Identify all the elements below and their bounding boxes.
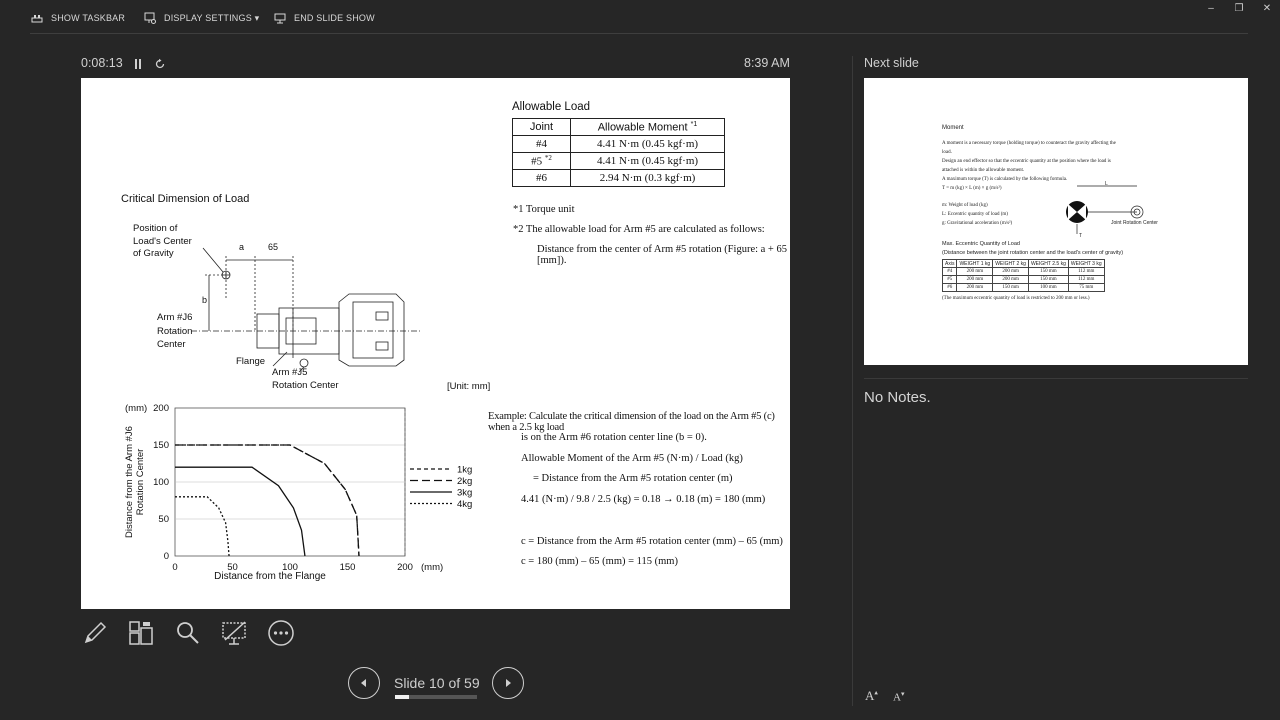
table-row	[513, 153, 725, 170]
increase-font-label: A	[865, 688, 875, 703]
moment-cell: 2.94 N·m (0.3 kgf·m)	[571, 170, 725, 187]
zoom-button[interactable]	[173, 618, 203, 648]
next-td: #6	[943, 284, 957, 292]
next-td: 112 mm	[1068, 276, 1104, 284]
y-tick-label: 200	[153, 403, 169, 414]
load-center-label	[133, 223, 192, 261]
next-th: WEIGHT 2.5 kg	[1028, 260, 1068, 268]
pause-timer-button[interactable]	[133, 57, 143, 75]
y-unit-label: (mm)	[125, 403, 148, 414]
y-tick-label: 0	[163, 551, 169, 562]
series-line-4kg	[175, 497, 229, 556]
arm-j6-line-2: Rotation	[157, 325, 193, 337]
next-td: 200 mm	[957, 276, 993, 284]
example-line-2: is on the Arm #6 rotation center line (b = 0).	[521, 432, 707, 443]
critical-dimension-title: Critical Dimension of Load	[121, 193, 250, 205]
ellipsis-icon	[267, 619, 295, 647]
x-tick-label: 50	[227, 562, 238, 573]
legend-label-2kg: 2kg	[457, 476, 473, 487]
next-td: 200 mm	[993, 268, 1029, 276]
next-td: 200 mm	[957, 284, 993, 292]
series-line-1kg	[175, 445, 359, 556]
next-table-subtitle: (Distance between the joint rotation center and the load's center of gravity)	[942, 250, 1124, 256]
display-settings-button[interactable]	[144, 10, 259, 26]
next-th: Axis	[943, 260, 957, 268]
y-tick-label: 150	[153, 440, 169, 451]
y-axis-title-line-2: Rotation Center	[135, 448, 146, 516]
table-row	[513, 136, 725, 153]
legend-label-1kg: 1kg	[457, 464, 473, 476]
elapsed-timer: 0:08:13	[81, 56, 123, 70]
x-tick-label: 150	[339, 562, 356, 573]
load-center-line-3: of Gravity	[133, 248, 174, 259]
joint-cell: #4	[513, 136, 571, 153]
next-td: 150 mm	[1028, 268, 1068, 276]
more-options-button[interactable]	[266, 618, 296, 648]
next-td: #4	[943, 268, 957, 276]
close-button[interactable]: ✕	[1262, 3, 1272, 14]
robot-arm-diagram	[191, 238, 431, 378]
x-axis-title: Distance from the Flange	[214, 571, 326, 582]
arm-j6-line-1: Arm #J6	[157, 312, 193, 323]
next-p2: Design an end effector so that the eccentric quantity at the position where the load is	[942, 159, 1111, 164]
footnote-1: *1 Torque unit	[513, 204, 575, 215]
moment-diagram	[1059, 178, 1169, 238]
next-table	[942, 259, 1105, 292]
dim-a-label: a	[239, 242, 245, 252]
unit-label: [Unit: mm]	[447, 381, 491, 392]
presenter-toolbar	[0, 0, 1280, 34]
pane-divider[interactable]	[852, 56, 853, 706]
next-th: WEIGHT 1 kg	[957, 260, 993, 268]
screen-toggle-icon	[220, 619, 248, 647]
flange-label: Flange	[236, 356, 266, 367]
moment-cell: 4.41 N·m (0.45 kgf·m)	[571, 136, 725, 153]
moment-cell: 4.41 N·m (0.45 kgf·m)	[571, 153, 725, 170]
speaker-notes[interactable]: No Notes.	[864, 389, 931, 406]
header-joint: Joint	[513, 119, 571, 136]
slide-progress-fill	[395, 695, 409, 699]
series-line-2kg	[175, 445, 359, 556]
previous-icon	[358, 677, 370, 689]
example-line-6: c = Distance from the Arm #5 rotation center (mm) – 65 (mm)	[521, 536, 783, 547]
taskbar-icon	[31, 12, 43, 24]
current-slide[interactable]	[81, 78, 790, 609]
decrease-font-marker: ▾	[900, 690, 905, 698]
next-td: 200 mm	[993, 276, 1029, 284]
decrease-font-label: A	[893, 691, 901, 704]
previous-slide-button[interactable]	[348, 667, 380, 699]
next-p2b: attached is within the allowable moment.	[942, 168, 1025, 173]
next-td: 200 mm	[957, 268, 993, 276]
table-row	[513, 170, 725, 187]
magnifier-icon	[174, 619, 202, 647]
increase-font-marker: ▴	[874, 688, 878, 697]
next-th: WEIGHT 2 kg	[993, 260, 1029, 268]
restore-button[interactable]: ❐	[1234, 3, 1244, 14]
pause-icon	[133, 58, 143, 70]
example-line-3: Allowable Moment of the Arm #5 (N·m) / Load (kg)	[521, 453, 743, 464]
example-line-1: Example: Calculate the critical dimension of the load on the Arm #5 (c) when a 2.5 kg load	[488, 411, 775, 433]
next-slide-label: Next slide	[864, 56, 919, 70]
footnote-2: *2 The allowable load for Arm #5 are calculated as follows:	[513, 224, 765, 235]
arm-j6-label	[157, 311, 192, 352]
see-all-slides-button[interactable]	[126, 618, 156, 648]
y-axis-title-line-1: Distance from the Arm #J6	[124, 426, 135, 538]
monitor-settings-icon	[144, 12, 156, 24]
allowable-load-title: Allowable Load	[512, 101, 591, 113]
pen-icon	[81, 619, 109, 647]
next-label-joint: Joint Rotation Center	[1111, 220, 1158, 226]
toolbar-divider	[30, 33, 1248, 34]
next-label-t: T	[1079, 233, 1083, 239]
legend-label-4kg: 4kg	[457, 499, 473, 510]
y-tick-label: 50	[158, 514, 169, 525]
x-tick-label: 100	[282, 562, 298, 573]
table-row	[943, 268, 1105, 276]
current-time: 8:39 AM	[744, 56, 790, 70]
next-p1b: load.	[942, 150, 952, 155]
next-td: 112 mm	[1068, 268, 1104, 276]
next-td: #5	[943, 276, 957, 284]
display-settings-label: DISPLAY SETTINGS ▾	[164, 12, 260, 23]
table-row	[943, 276, 1105, 284]
next-label-l: L	[1105, 181, 1108, 187]
next-title: Moment	[942, 125, 964, 131]
minimize-button[interactable]: –	[1208, 3, 1214, 14]
series-line-3kg	[175, 467, 305, 556]
slides-grid-icon	[127, 619, 155, 647]
x-tick-label: 0	[172, 562, 178, 573]
header-moment	[571, 119, 725, 136]
black-screen-button[interactable]	[219, 618, 249, 648]
example-line-7: c = 180 (mm) – 65 (mm) = 115 (mm)	[521, 556, 678, 567]
arm-j5-line-1: Arm #J5	[272, 367, 308, 378]
next-td: 75 mm	[1068, 284, 1104, 292]
joint-cell: #6	[513, 170, 571, 187]
legend-label-3kg: 3kg	[457, 487, 473, 499]
next-td: 150 mm	[1028, 276, 1068, 284]
dim-65-label: 65	[268, 242, 279, 252]
next-p1: A moment is a necessary torque (holding torque) to counteract the gravity affecting the	[942, 141, 1116, 146]
restart-timer-button[interactable]	[154, 57, 166, 75]
next-th: WEIGHT 3 kg	[1068, 260, 1104, 268]
header-moment-note: *1	[690, 120, 698, 128]
next-formula: T = m (kg) × L (m) × g (m/s²)	[942, 186, 1002, 191]
next-footer: (The maximum eccentric quantity of load is restricted to 200 mm or less.)	[942, 296, 1090, 301]
next-def-2: L: Eccentric quantity of load (m)	[942, 212, 1008, 217]
arm-j5-line-2: Rotation Center	[272, 379, 339, 391]
example-line-5: 4.41 (N·m) / 9.8 / 2.5 (kg) = 0.18 → 0.18 (m) = 180 (mm)	[521, 494, 766, 505]
table-row	[943, 284, 1105, 292]
pen-tool-button[interactable]	[80, 618, 110, 648]
load-center-line-2: Load's Center	[133, 235, 192, 247]
end-slide-show-label: END SLIDE SHOW	[294, 13, 375, 23]
restart-icon	[154, 58, 166, 70]
footnote-2-detail: Distance from the center of Arm #5 rotation (Figure: a + 65 [mm]).	[537, 244, 787, 266]
y-tick-label: 100	[153, 477, 169, 488]
next-slide-preview[interactable]	[864, 78, 1248, 365]
increase-font-button[interactable]	[865, 688, 878, 704]
slide-progress-bar	[395, 695, 477, 699]
end-show-icon	[274, 12, 286, 24]
load-chart	[121, 396, 521, 582]
load-center-line-1: Position of	[133, 223, 178, 234]
show-taskbar-button[interactable]	[31, 10, 125, 26]
next-def-1: m: Weight of load (kg)	[942, 203, 988, 208]
allowable-load-table	[512, 118, 725, 187]
next-definitions	[942, 201, 1012, 228]
next-td: 150 mm	[993, 284, 1029, 292]
next-p3: A maximum torque (T) is calculated by the following formula.	[942, 177, 1068, 182]
x-unit-label: (mm)	[421, 562, 444, 573]
joint-cell-note: *2	[544, 154, 552, 163]
x-tick-label: 200	[397, 562, 413, 573]
example-line-4: = Distance from the Arm #5 rotation center (m)	[533, 473, 733, 484]
end-slide-show-button[interactable]	[274, 10, 375, 26]
show-taskbar-label: SHOW TASKBAR	[51, 13, 126, 23]
next-def-3: g: Gravitational acceleration (m/s²)	[942, 221, 1013, 226]
joint-cell	[513, 153, 571, 170]
notes-divider	[864, 378, 1248, 379]
joint-cell-text: #5	[531, 155, 543, 168]
dim-b-label: b	[202, 295, 208, 305]
header-moment-text: Allowable Moment	[597, 121, 688, 134]
decrease-font-button[interactable]	[893, 690, 904, 704]
next-table-title: Max. Eccentric Quantity of Load	[942, 241, 1020, 247]
next-slide-button[interactable]	[492, 667, 524, 699]
next-td: 100 mm	[1028, 284, 1068, 292]
arm-j6-line-3: Center	[157, 339, 186, 350]
next-icon	[502, 677, 514, 689]
slide-counter[interactable]: Slide 10 of 59	[394, 675, 480, 691]
